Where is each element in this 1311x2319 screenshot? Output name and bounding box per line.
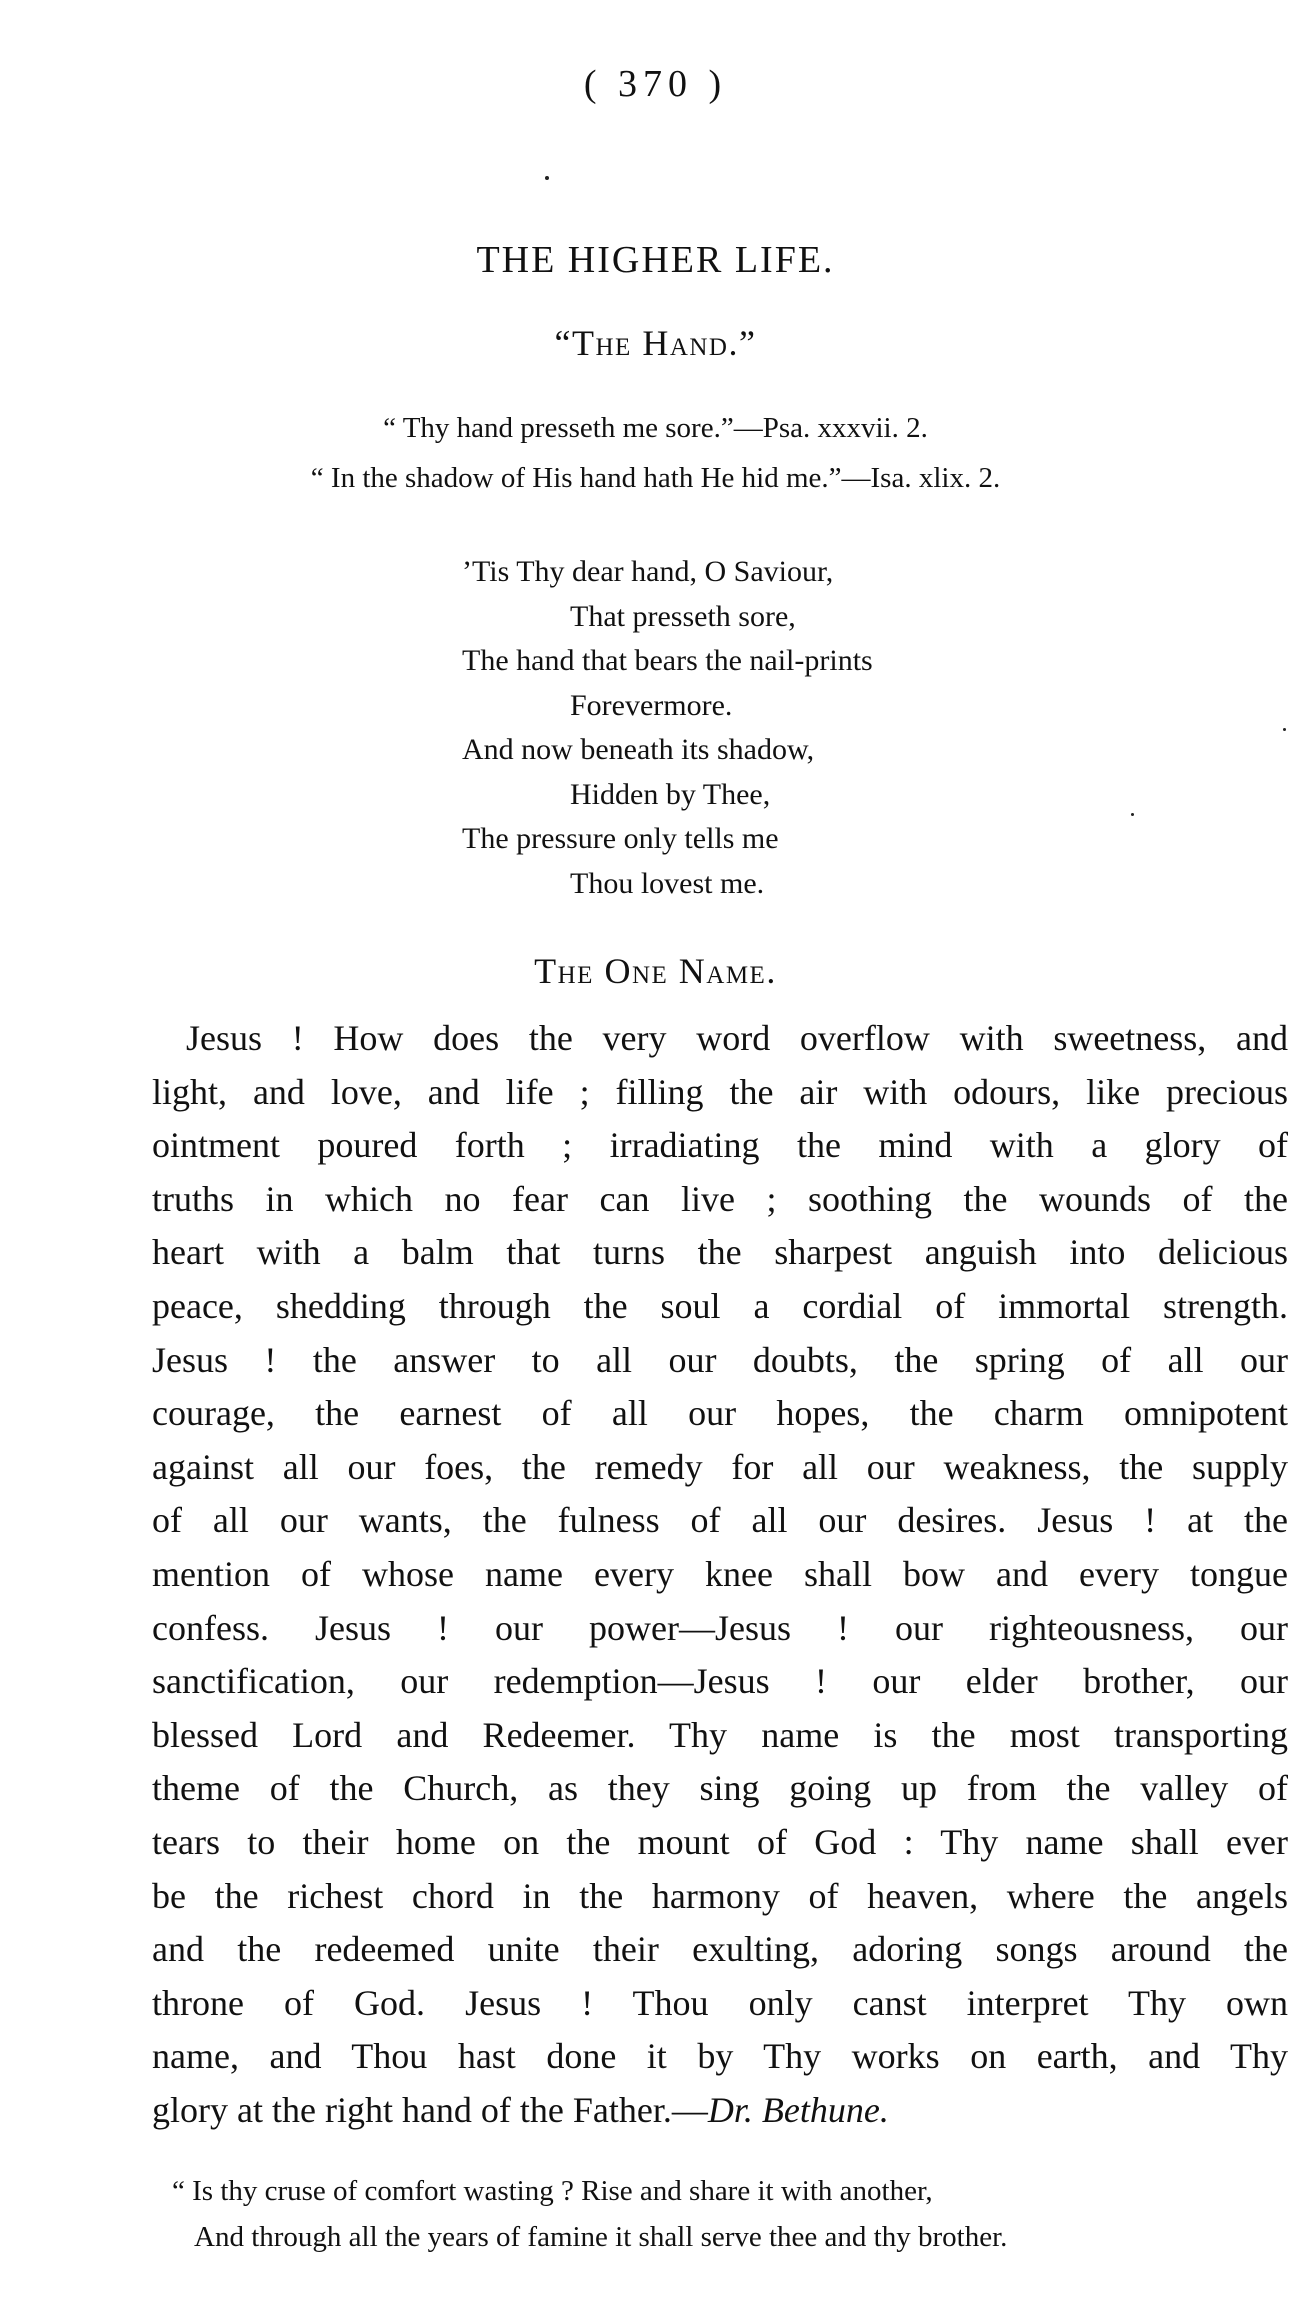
prose-line: Jesus ! How does the very word overflow with sweetness, and — [186, 1018, 1288, 1058]
prose-line: confess. Jesus ! our power—Jesus ! our righteousness, our — [152, 1607, 1288, 1648]
poem — [462, 550, 873, 906]
poem-line: The pressure only tells me — [462, 822, 779, 855]
prose-line: truths in which no fear can live ; soothing the wounds of the — [152, 1178, 1288, 1219]
epigraph-line: “ Thy hand presseth me sore.”—Psa. xxxvii. 2. — [383, 412, 928, 444]
prose-line: sanctification, our redemption—Jesus ! our elder brother, our — [152, 1661, 1288, 1702]
piece-title-the-hand: “The Hand.” — [554, 323, 757, 363]
author-attribution: Dr. Bethune. — [707, 2089, 889, 2130]
prose-line: and the redeemed unite their exulting, adoring songs around the — [152, 1929, 1288, 1970]
prose-line: against all our foes, the remedy for all our weakness, the supply — [152, 1446, 1288, 1487]
prose-line: throne of God. Jesus ! Thou only canst interpret Thy own — [152, 1982, 1288, 2023]
prose-line: mention of whose name every knee shall bow and every tongue — [152, 1553, 1288, 1594]
piece-title-the-one-name: The One Name. — [534, 951, 777, 991]
closing-line: And through all the years of famine it shall serve thee and thy brother. — [194, 2221, 1008, 2253]
prose-line: of all our wants, the fulness of all our desires. Jesus ! at the — [152, 1500, 1288, 1541]
page-number: ( 370 ) — [583, 63, 728, 105]
prose-line: be the richest chord in the harmony of heaven, where the angels — [152, 1875, 1288, 1916]
poem-line: Forevermore. — [570, 688, 733, 722]
poem-line: Hidden by Thee, — [570, 777, 771, 811]
epigraph-line: “ In the shadow of His hand hath He hid me.”—Isa. xlix. 2. — [310, 462, 1001, 494]
closing-quote — [172, 2168, 1292, 2260]
poem-line: The hand that bears the nail-prints — [462, 644, 873, 677]
prose-line-text: glory at the right hand of the Father.— — [152, 2089, 708, 2130]
prose-line: name, and Thou hast done it by Thy works on earth, and Thy — [152, 2036, 1288, 2077]
poem-line: ’Tis Thy dear hand, O Saviour, — [462, 555, 834, 588]
poem-line: And now beneath its shadow, — [462, 733, 815, 766]
poem-line: Thou lovest me. — [570, 866, 765, 900]
closing-line: “ Is thy cruse of comfort wasting ? Rise and share it with another, — [172, 2175, 933, 2207]
prose-line: heart with a balm that turns the sharpest anguish into delicious — [152, 1232, 1288, 1273]
prose-last-line — [152, 2084, 1288, 2138]
prose-line: blessed Lord and Redeemer. Thy name is the most transporting — [152, 1714, 1288, 1755]
prose-line: Jesus ! the answer to all our doubts, the spring of all our — [152, 1339, 1288, 1380]
prose-line: courage, the earnest of all our hopes, the charm omnipotent — [152, 1393, 1288, 1434]
prose-paragraph — [152, 1012, 1288, 2137]
ink-speck — [1131, 813, 1134, 816]
poem-line: That presseth sore, — [570, 599, 796, 633]
prose-line: light, and love, and life ; filling the air with odours, like precious — [152, 1071, 1288, 1112]
prose-line: tears to their home on the mount of God : Thy name shall ever — [152, 1821, 1288, 1862]
prose-line: ointment poured forth ; irradiating the mind with a glory of — [152, 1125, 1288, 1166]
prose-line: theme of the Church, as they sing going up from the valley of — [152, 1768, 1288, 1809]
ink-speck — [1283, 728, 1286, 731]
section-title: THE HIGHER LIFE. — [476, 239, 835, 281]
ink-speck — [545, 176, 549, 180]
prose-line: peace, shedding through the soul a cordial of immortal strength. — [152, 1285, 1288, 1326]
